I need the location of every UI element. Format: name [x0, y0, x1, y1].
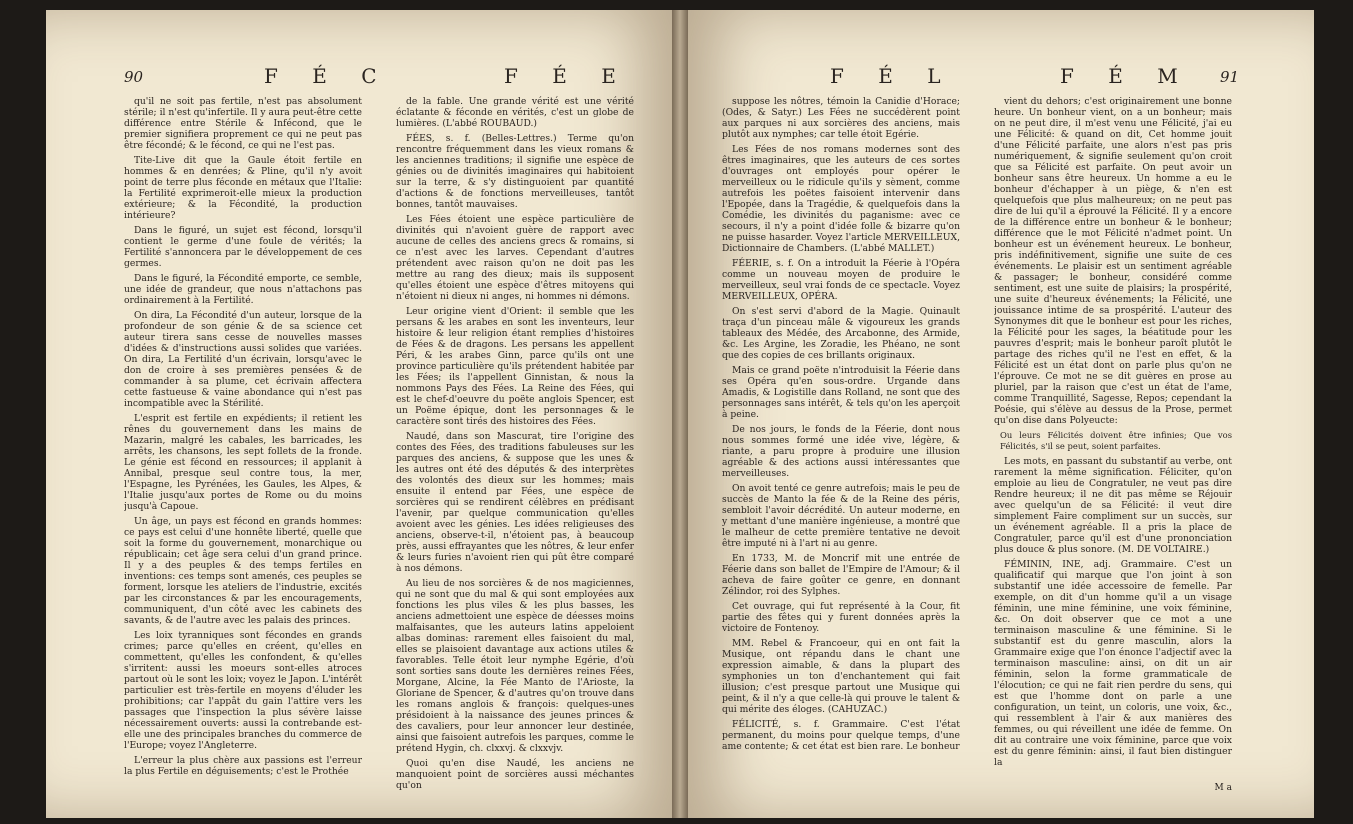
text-column: [396, 96, 634, 796]
paragraph: On dira, La Fécondité d'un auteur, lorsque de la profondeur de son génie & de sa science cet auteur tirera sans cesse de nouvelles masses d'idées & d'instructions aussi solides que variées. On dira, La Fertilité d'un écrivain, lorsqu'avec le don de croire à ses premières pensées & de commander à sa plume, cet écrivain affectera cette fastueuse & vaine abondance qui n'est pas incompatible avec la Stérilité.: [124, 310, 362, 409]
open-book: [46, 10, 1314, 818]
paragraph: Dans le figuré, un sujet est fécond, lorsqu'il contient le germe d'une foule de vérités; la Fertilité s'annoncera par le développement de ces germes.: [124, 225, 362, 269]
paragraph: vient du dehors; c'est originairement une bonne heure. Un bonheur vient, on a un bonheur; mais on ne peut dire, il m'est venu une Félicité, j'ai eu une Félicité: & quand on dit, Cet homme jouit d'une Félicité parfaite, une alors n'est pas pris numériquement, & signifie seulement qu'on croit que sa Félicité est parfaite. On peut avoir un bonheur sans être heureux. Un homme a eu le bonheur d'échapper à un piège, & n'en est quelquefois que plus malheureux; on ne peut pas dire de lui qu'il a éprouvé la Félicité. Il y a encore de la différence entre un bonheur & le bonheur; différence que le mot Félicité n'admet point. Un bonheur est un événement heureux. Le bonheur, pris indéfinitivement, signifie une suite de ces événements. Le plaisir est un sentiment agréable & passager; le bonheur, considéré comme sentiment, est une suite de plaisirs; la prospérité, une suite d'heureux événements; la Félicité, une jouissance intime de sa prospérité. L'auteur des Synonymes dit que le bonheur est pour les riches, la Félicité pour les sages, la béatitude pour les pauvres d'esprit; mais le bonheur paroît plutôt le partage des riches qu'il ne l'est en effet, & la Félicité est un état dont on parle plus qu'on ne l'éprouve. Ce mot ne se dit guères en prose au pluriel, par la raison que c'est un état de l'ame, comme Tranquillité, Sagesse, Repos; cependant la Poésie, qui s'élève au dessus de la Prose, permet qu'on dise dans Polyeucte:: [994, 96, 1232, 426]
verse-quote: Ou leurs Félicités doivent être infinies; Que vos Félicités, s'il se peut, soient parfaites.: [1000, 430, 1232, 451]
paragraph: En 1733, M. de Moncrif mit une entrée de Féerie dans son ballet de l'Empire de l'Amour; & il acheva de faire goûter ce genre, en donnant Zélindor, roi des Sylphes.: [722, 553, 960, 597]
book-gutter: [672, 10, 688, 818]
paragraph: Cet ouvrage, qui fut représenté à la Cour, fit partie des fêtes qui y furent données après la victoire de Fontenoy.: [722, 601, 960, 634]
signature-mark: M a: [1214, 783, 1232, 793]
paragraph: FÉLICITÉ, s. f. Grammaire. C'est l'état permanent, du moins pour quelque temps, d'une ame contente; & cet état est bien rare. Le bonheur: [722, 719, 960, 752]
paragraph: L'esprit est fertile en expédients; il retient les rênes du gouvernement dans les mains de Mazarin, malgré les cabales, les barricades, les arrêts, les chansons, les sept follets de la fronde. Le génie est fécond en ressources; il applanit à Annibal, presque seul contre tous, la mer, l'Espagne, les Pyrénées, les Gaules, les Alpes, & l'Italie jusqu'aux portes de Rome ou du moins jusqu'à Capoue.: [124, 413, 362, 512]
paragraph: de la fable. Une grande vérité est une vérité éclatante & féconde en vérités, c'est un globe de lumières. (L'abbé ROUBAUD.): [396, 96, 634, 129]
page-number: 91: [1220, 68, 1240, 86]
paragraph: Tite-Live dit que la Gaule étoit fertile en hommes & en denrées; & Pline, qu'il n'y avoit point de terre plus féconde en métaux que l'Italie: la Fertilité exprimeroit-elle mieux la production extérieure; & la Fécondité, la production intérieure?: [124, 155, 362, 221]
paragraph: FÉES, s. f. (Belles-Lettres.) Terme qu'on rencontre fréquemment dans les vieux romans & les anciennes traditions; il signifie une espèce de génies ou de divinités imaginaires qui habitoient sur la terre, & s'y distinguoient par quantité d'actions & de fonctions merveilleuses, tantôt bonnes, tantôt mauvaises.: [396, 133, 634, 210]
running-head: F É C: [264, 64, 391, 88]
paragraph: qu'il ne soit pas fertile, n'est pas absolument stérile; il n'est qu'infertile. Il y aura peut-être cette différence entre Stérile & Infécond, que le premier signifiera proprement ce qui ne peut pas être fécondé; & le fécond, ce qui ne l'est pas.: [124, 96, 362, 151]
paragraph: FÉERIE, s. f. On a introduit la Féerie à l'Opéra comme un nouveau moyen de produire le merveilleux, seul vrai fonds de ce spectacle. Voyez MERVEILLEUX, OPÉRA.: [722, 258, 960, 302]
paragraph: suppose les nôtres, témoin la Canidie d'Horace; (Odes, & Satyr.) Les Fées ne succédèrent point aux parques ni aux sorcières des anciens, mais plutôt aux nymphes; car telle étoit Egérie.: [722, 96, 960, 140]
paragraph: Les mots, en passant du substantif au verbe, ont rarement la même signification. Féliciter, qu'on emploie au lieu de Congratuler, ne veut pas dire Rendre heureux; il ne dit pas même se Réjouir avec quelqu'un de sa Félicité: il veut dire simplement Faire compliment sur un succès, sur un événement agréable. Il a pris la place de Congratuler, parce qu'il est d'une prononciation plus douce & plus sonore. (M. DE VOLTAIRE.): [994, 456, 1232, 555]
paragraph: On s'est servi d'abord de la Magie. Quinault traça d'un pinceau mâle & vigoureux les grands tableaux des Médée, des Arcabonne, des Armide, &c. Les Argine, les Zoradie, les Phéano, ne sont que des copies de ces brillants originaux.: [722, 306, 960, 361]
paragraph: Mais ce grand poëte n'introduisit la Féerie dans ses Opéra qu'en sous-ordre. Urgande dans Amadis, & Logistille dans Rolland, ne sont que des personnages sans intérêt, & tels qu'on les aperçoit à peine.: [722, 365, 960, 420]
page-number: 90: [124, 68, 144, 86]
paragraph: Les Fées étoient une espèce particulière de divinités qui n'avoient guère de rapport avec aucune de celles des anciens grecs & romains, si ce n'est avec les larves. Cependant d'autres prétendent avec raison qu'on ne doit pas les mettre au rang des dieux; mais ils supposent qu'elles étoient une espèce d'êtres mitoyens qui n'étoient ni dieux ni anges, ni hommes ni démons.: [396, 214, 634, 302]
paragraph: Les Fées de nos romans modernes sont des êtres imaginaires, que les auteurs de ces sortes d'ouvrages ont employés pour opérer le merveilleux ou le ridicule qu'ils y sèment, comme autrefois les poëtes faisoient intervenir dans l'Epopée, dans la Tragédie, & quelquefois dans la Comédie, les divinités du paganisme: avec ce secours, il n'y a point d'idée folle & bizarre qu'on ne puisse hasarder. Voyez l'article MERVEILLEUX, Dictionnaire de Chambers. (L'abbé MALLET.): [722, 144, 960, 254]
left-page: [46, 10, 680, 818]
text-column: [994, 96, 1232, 796]
paragraph: L'erreur la plus chère aux passions est l'erreur la plus Fertile en déguisements; c'est le Prothée: [124, 755, 362, 777]
paragraph: Quoi qu'en dise Naudé, les anciens ne manquoient point de sorcières aussi méchantes qu'on: [396, 758, 634, 791]
running-head: F É L: [830, 64, 955, 88]
paragraph: De nos jours, le fonds de la Féerie, dont nous nous sommes formé une idée vive, légère, & riante, a paru propre à produire une illusion agréable & des actions aussi intéressantes que merveilleuses.: [722, 424, 960, 479]
paragraph: On avoit tenté ce genre autrefois; mais le peu de succès de Manto la fée & de la Reine des péris, sembloit l'avoir décrédité. Un auteur moderne, en y mettant d'une manière ingénieuse, a montré que le malheur de cette première tentative ne devoit être imputé ni à l'art ni au genre.: [722, 483, 960, 549]
running-head: F É M: [1060, 64, 1192, 88]
paragraph: Leur origine vient d'Orient: il semble que les persans & les arabes en sont les inventeurs, leur histoire & leur religion étant remplies d'histoires de Fées & de dragons. Les persans les appellent Péri, & les arabes Ginn, parce qu'ils ont une province particulière qu'ils prétendent habitée par les Fées; ils l'appellent Ginnistan, & nous la nommons Pays des Fées. La Reine des Fées, qui est le chef-d'oeuvre du poëte anglois Spencer, est un Poëme épique, dont les personnages & le caractère sont tirés des histoires des Fées.: [396, 306, 634, 427]
text-column: [124, 96, 362, 796]
right-page: [680, 10, 1314, 818]
paragraph: MM. Rebel & Francoeur, qui en ont fait la Musique, ont répandu dans le chant une expression aimable, & dans la plupart des symphonies un ton d'enchantement qui fait illusion; c'est presque partout une Musique qui peint, & il n'y a que celle-là qui prouve le talent & qui mérite des éloges. (CAHUZAC.): [722, 638, 960, 715]
paragraph: Au lieu de nos sorcières & de nos magiciennes, qui ne sont que du mal & qui sont employées aux fonctions les plus viles & les plus basses, les anciens admettoient une espèce de déesses moins malfaisantes, que les auteurs latins appeloient albas dominas: rarement elles faisoient du mal, elles se plaisoient davantage aux actions utiles & favorables. Telle étoit leur nymphe Egérie, d'où sont sorties sans doute les dernières reines Fées, Morgane, Alcine, la Fée Manto de l'Arioste, la Gloriane de Spencer, & d'autres qu'on trouve dans les romans anglois & françois: quelques-unes présidoient à la naissance des jeunes princes & des cavaliers, pour leur annoncer leur destinée, ainsi que faisoient autrefois les parques, comme le prétend Hygin, ch. clxxvj. & clxxvjv.: [396, 578, 634, 754]
paragraph: FÉMININ, INE, adj. Grammaire. C'est un qualificatif qui marque que l'on joint à son substantif une idée accessoire de femelle. Par exemple, on dit d'un homme qu'il a un visage féminin, une mine féminine, une voix féminine, &c. On doit observer que ce mot a une terminaison masculine & une féminine. Si le substantif est du genre masculin, alors la Grammaire exige que l'on énonce l'adjectif avec la terminaison masculine: ainsi, on dit un air féminin, selon la forme grammaticale de l'élocution; ce qui ne fait rien perdre du sens, qui est que l'homme dont on parle a une configuration, un teint, un coloris, une voix, &c., qui ressemblent à l'air & aux manières des femmes, ou qui réveillent une idée de femme. On dit au contraire une voix féminine, parce que voix est du genre féminin: ainsi, il faut bien distinguer la: [994, 559, 1232, 768]
paragraph: Les loix tyranniques sont fécondes en grands crimes; parce qu'elles en créent, qu'elles en commettent, qu'elles les confondent, & qu'elles s'irritent: aussi les moeurs sont-elles atroces partout où le sont les loix; voyez le Japon. L'intérêt particulier est très-fertile en moyens d'éluder les prohibitions; car l'appât du gain l'attire vers les passages que l'inspection la plus sévère laisse nécessairement ouverts: aussi la contrebande est-elle une des principales branches du commerce de l'Europe; voyez l'Angleterre.: [124, 630, 362, 751]
paragraph: Un âge, un pays est fécond en grands hommes: ce pays est celui d'une honnête liberté, quelle que soit la forme du gouvernement, monarchique ou républicain; cet âge sera celui d'un grand prince. Il y a des peuples & des temps fertiles en inventions: ces temps sont amenés, ces peuples se forment, lorsque les ateliers de l'industrie, excités par les circonstances & par les encouragements, communiquent, d'un côté avec les cabinets des savants, & de l'autre avec les palais des princes.: [124, 516, 362, 626]
paragraph: Naudé, dans son Mascurat, tire l'origine des contes des Fées, des traditions fabuleuses sur les parques des anciens, & suppose que les unes & les autres ont été des députés & des interprètes des volontés des dieux sur les hommes; mais ensuite il entend par Fées, une espèce de sorcières qui se rendirent célèbres en prédisant l'avenir, par quelque communication qu'elles avoient avec les génies. Les idées religieuses des anciens, observe-t-il, n'étoient pas, à beaucoup près, aussi effrayantes que les nôtres, & leur enfer & leurs furies n'avoient rien qui pût être comparé à nos démons.: [396, 431, 634, 574]
running-head: F É E: [504, 64, 630, 88]
paragraph: Dans le figuré, la Fécondité emporte, ce semble, une idée de grandeur, que nous n'attachons pas ordinairement à la Fertilité.: [124, 273, 362, 306]
text-column: [722, 96, 960, 796]
